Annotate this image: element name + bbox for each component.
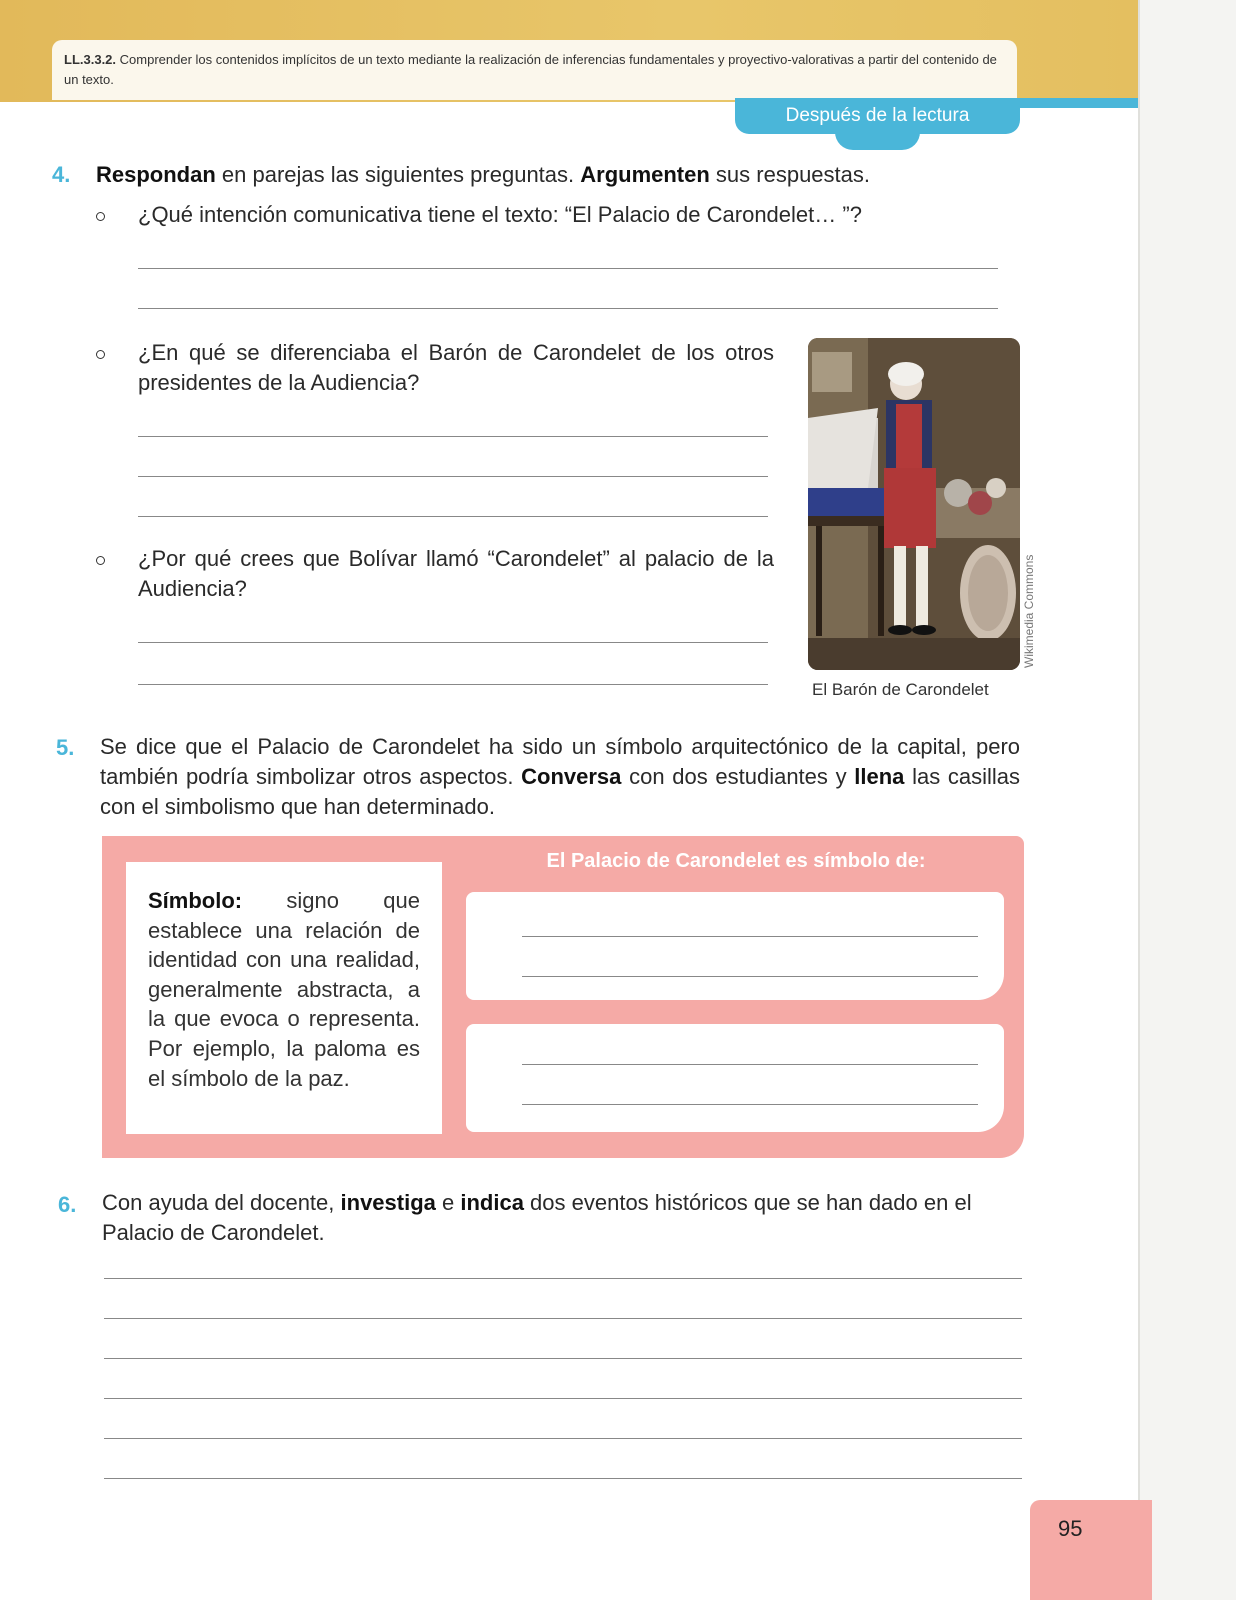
q6-number: 6. [58,1192,77,1217]
q5-verb-conversa: Conversa [521,764,622,789]
definition-term: Símbolo: [148,888,243,913]
answer-line[interactable] [138,476,768,477]
answer-line[interactable] [522,1064,978,1065]
baron-portrait [808,338,1020,670]
portrait-caption: El Barón de Carondelet [812,680,989,699]
section-tab-tip [835,132,920,150]
portrait-illustration [808,338,1020,670]
bullet-icon [96,212,105,221]
answer-line[interactable] [104,1478,1022,1479]
q4-verb-argumenten: Argumenten [580,162,710,187]
answer-line[interactable] [104,1278,1022,1279]
q5-text2: con dos estudiantes y [621,764,855,789]
answer-line[interactable] [522,976,978,977]
q5-number: 5. [56,735,75,760]
section-tab: Después de la lectura [735,98,1020,134]
symbol-answer-box-2[interactable] [466,1024,1004,1132]
answer-line[interactable] [138,308,998,309]
q6-text3: dos eventos históricos que se han dado en el Palacio de Carondelet. [102,1190,972,1245]
image-credit: Wikimedia Commons [1022,554,1036,668]
skill-box [52,40,1017,100]
bullet-icon [96,350,105,359]
answer-line[interactable] [138,268,998,269]
bullet-icon [96,556,105,565]
symbol-definition-card [126,862,442,1134]
q6-verb-investiga: investiga [340,1190,436,1215]
answer-line[interactable] [104,1438,1022,1439]
answer-line[interactable] [104,1318,1022,1319]
q5-text1: Se dice que el Palacio de Carondelet ha sido un símbolo arquitectónico de la capital, pero también podría simbolizar otros aspectos. [100,734,1020,789]
q4-prompt [96,160,996,190]
q4-bullet-3: ¿Por qué crees que Bolívar llamó “Carondelet” al palacio de la Audiencia? [138,546,774,601]
q4-text1: en parejas las siguientes preguntas. [215,162,581,187]
answer-line[interactable] [138,642,768,643]
q4-text2: sus respuestas. [709,162,870,187]
page-number: 95 [1058,1516,1083,1541]
answer-line[interactable] [138,436,768,437]
q6-text2: e [435,1190,461,1215]
skill-text: Comprender los contenidos implícitos de un texto mediante la realización de inferencias fundamentales y proyectivo-valorativas a partir del contenido de un texto. [64,52,997,87]
q4-bullet-2: ¿En qué se diferenciaba el Barón de Carondelet de los otros presidentes de la Audiencia? [138,340,774,395]
definition-text: signo que establece una relación de identidad con una realidad, generalmente abstracta, a la que evoca o representa. Por ejemplo, la paloma es el símbolo de la paz. [148,888,420,1091]
answer-line[interactable] [522,936,978,937]
q4-number: 4. [52,162,71,187]
q4-bullet-1: ¿Qué intención comunicativa tiene el texto: “El Palacio de Carondelet… ”? [138,202,862,227]
q5-prompt [100,732,1020,822]
q6-verb-indica: indica [460,1190,524,1215]
q4-verb-respondan: Respondan [96,162,216,187]
panel-title: El Palacio de Carondelet es símbolo de: [546,850,926,872]
answer-line[interactable] [522,1104,978,1105]
answer-line[interactable] [104,1358,1022,1359]
q5-verb-llena: llena [854,764,905,789]
answer-line[interactable] [138,684,768,685]
page-edge [1138,0,1236,1600]
symbol-answer-box-1[interactable] [466,892,1004,1000]
answer-line[interactable] [138,516,768,517]
q6-text1: Con ayuda del docente, [102,1190,341,1215]
skill-code: LL.3.3.2. [64,52,117,67]
page-number-tab [1030,1500,1152,1600]
q6-prompt [102,1188,1022,1248]
answer-line[interactable] [104,1398,1022,1399]
q5-text3: las casillas con el simbolismo que han determinado. [100,764,1020,819]
